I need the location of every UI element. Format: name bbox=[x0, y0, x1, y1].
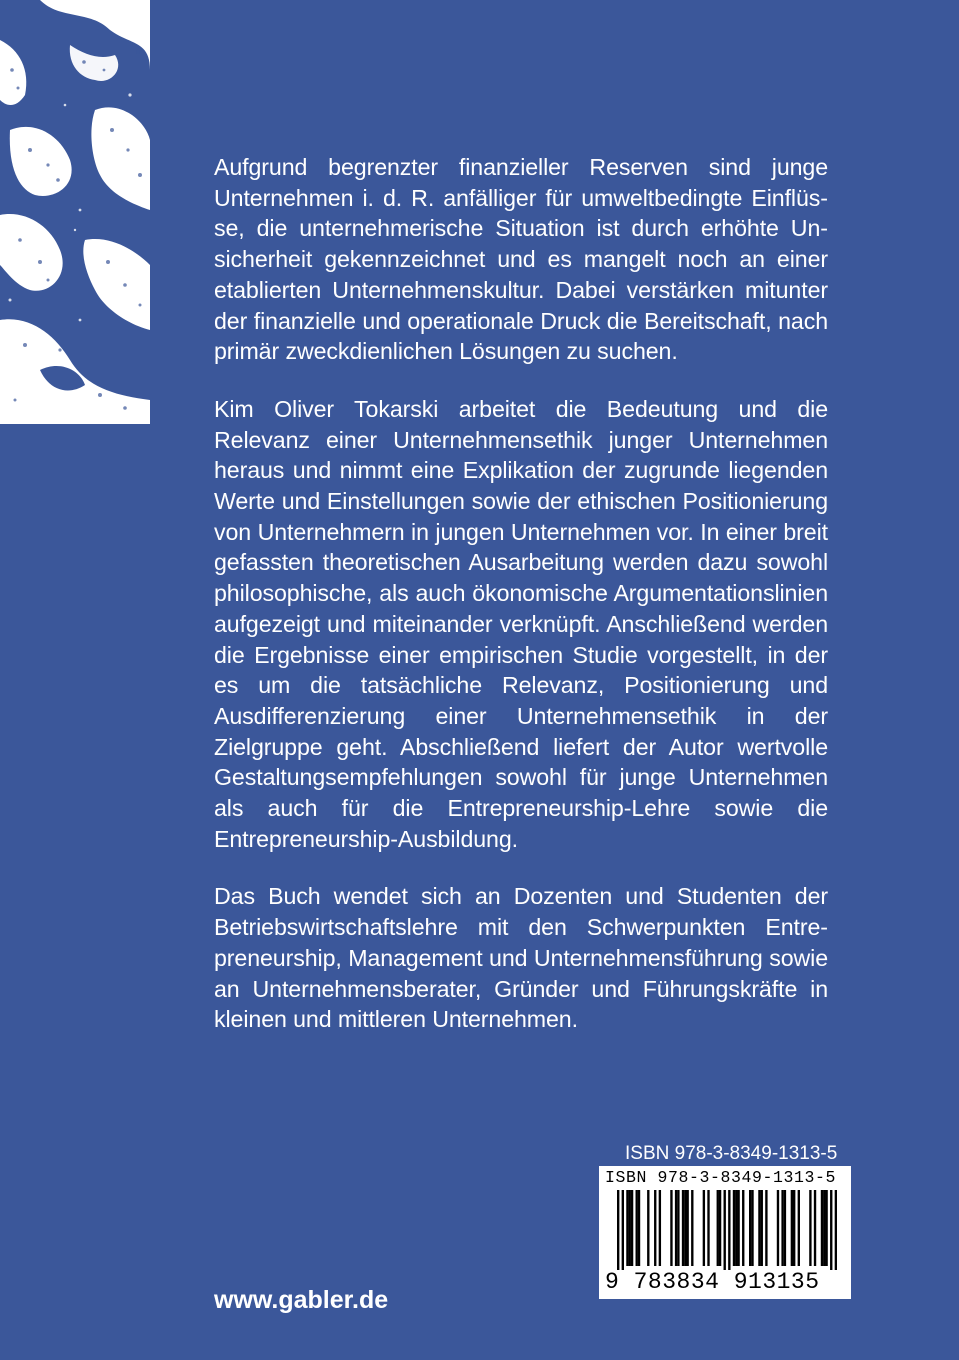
barcode-bar bbox=[749, 1190, 751, 1266]
barcode-bar bbox=[670, 1190, 672, 1266]
barcode-bar bbox=[761, 1190, 763, 1266]
barcode-bar bbox=[823, 1190, 825, 1266]
barcode-bar bbox=[707, 1190, 709, 1266]
barcode-bar bbox=[622, 1190, 624, 1270]
barcode-bar bbox=[830, 1190, 832, 1270]
barcode-bar bbox=[629, 1190, 631, 1266]
globe-icon bbox=[0, 0, 150, 424]
barcode-bar bbox=[686, 1190, 688, 1266]
barcode-bar bbox=[684, 1190, 686, 1266]
barcode-bar bbox=[703, 1190, 705, 1266]
barcode-bar bbox=[798, 1190, 800, 1266]
barcode-bar bbox=[809, 1190, 811, 1266]
barcode-bar bbox=[814, 1190, 816, 1266]
barcode-bar bbox=[791, 1190, 793, 1266]
barcode bbox=[599, 1166, 851, 1299]
barcode-bar bbox=[626, 1190, 628, 1266]
barcode-bar bbox=[659, 1190, 661, 1266]
publisher-website[interactable]: www.gabler.de bbox=[214, 1286, 389, 1314]
barcode-bar bbox=[758, 1190, 760, 1266]
barcode-bar bbox=[784, 1190, 786, 1266]
barcode-bar bbox=[728, 1190, 730, 1270]
barcode-bar bbox=[777, 1190, 779, 1266]
barcode-bars bbox=[617, 1190, 837, 1270]
barcode-bar bbox=[724, 1190, 726, 1270]
barcode-bar bbox=[631, 1190, 633, 1266]
barcode-bar bbox=[647, 1190, 649, 1266]
barcode-bar bbox=[825, 1190, 827, 1266]
barcode-bar bbox=[835, 1190, 837, 1270]
barcode-bar bbox=[821, 1190, 823, 1266]
isbn-label: ISBN 978-3-8349-1313-5 bbox=[625, 1143, 838, 1164]
paragraph-audience: Das Buch wendet sich an Dozenten und Studenten der Betriebswirtschaftslehre mit den Schwerpunkten Entrepreneurship, Management und Unternehmensführung sowie an Unternehmensberater, Gründer und Führungskräfte in kleinen und mittleren Unternehmen. bbox=[214, 883, 828, 1033]
globe-illustration bbox=[0, 0, 150, 424]
barcode-bar bbox=[737, 1190, 739, 1266]
barcode-bar bbox=[636, 1190, 638, 1266]
barcode-caption: ISBN 978-3-8349-1313-5 bbox=[605, 1168, 837, 1187]
paragraph-intro: Aufgrund begrenzter finanzieller Reserven sind junge Unternehmen i. d. R. anfälliger für umweltbedingte Einflüsse, die unternehmerische Situation ist durch erhöhte Unsicherheit gekennzeichnet und es mangelt noch an einer etablierten Unternehmenskultur. Dabei verstärken mitunter der finanzielle und operationale Druck die Bereitschaft, nach primär zweckdienlichen Lösungen zu suchen. bbox=[214, 154, 828, 365]
barcode-bar bbox=[742, 1190, 744, 1266]
barcode-bar bbox=[682, 1190, 684, 1266]
barcode-bar bbox=[735, 1190, 737, 1266]
barcode-bar bbox=[717, 1190, 719, 1266]
barcode-bar bbox=[733, 1190, 735, 1266]
barcode-bar bbox=[793, 1190, 795, 1266]
barcode-bar bbox=[675, 1190, 677, 1266]
paragraph-author: Kim Oliver Tokarski arbeitet die Bedeutung und die Relevanz einer Unternehmensethik junger Unternehmen heraus und nimmt eine Explikation der zugrunde liegenden Werte und Einstellungen sowie der ethischen Positionierung von Unternehmern in jungen Unternehmen vor. In einer breit gefassten theoretischen Ausarbeitung werden dazu sowohl philosophische, als auch ökonomische Argumentationslinien aufgezeigt und miteinander verknüpft. Anschließend werden die Ergebnisse einer empirischen Studie vorgestellt, in der es um die tatsächliche Relevanz, Positionierung und Ausdifferenzierung einer Unternehmensethik in der Zielgruppe geht. Abschließend liefert der Autor wertvolle Gestaltungsempfehlungen sowohl für junge Unternehmen als auch für die Entrepreneurship-Lehre sowie die Entrepreneurship-Ausbildung. bbox=[214, 395, 828, 852]
barcode-digits: 9 783834 913135 bbox=[605, 1269, 820, 1295]
barcode-bar bbox=[638, 1190, 640, 1266]
isbn-block bbox=[599, 1143, 851, 1299]
barcode-bar bbox=[751, 1190, 753, 1266]
barcode-bar bbox=[719, 1190, 721, 1266]
barcode-bar bbox=[765, 1190, 767, 1266]
barcode-bar bbox=[654, 1190, 656, 1266]
barcode-bar bbox=[617, 1190, 619, 1270]
barcode-bar bbox=[691, 1190, 693, 1266]
barcode-bar bbox=[677, 1190, 679, 1266]
barcode-bar bbox=[781, 1190, 783, 1266]
back-cover-text bbox=[214, 152, 828, 1062]
